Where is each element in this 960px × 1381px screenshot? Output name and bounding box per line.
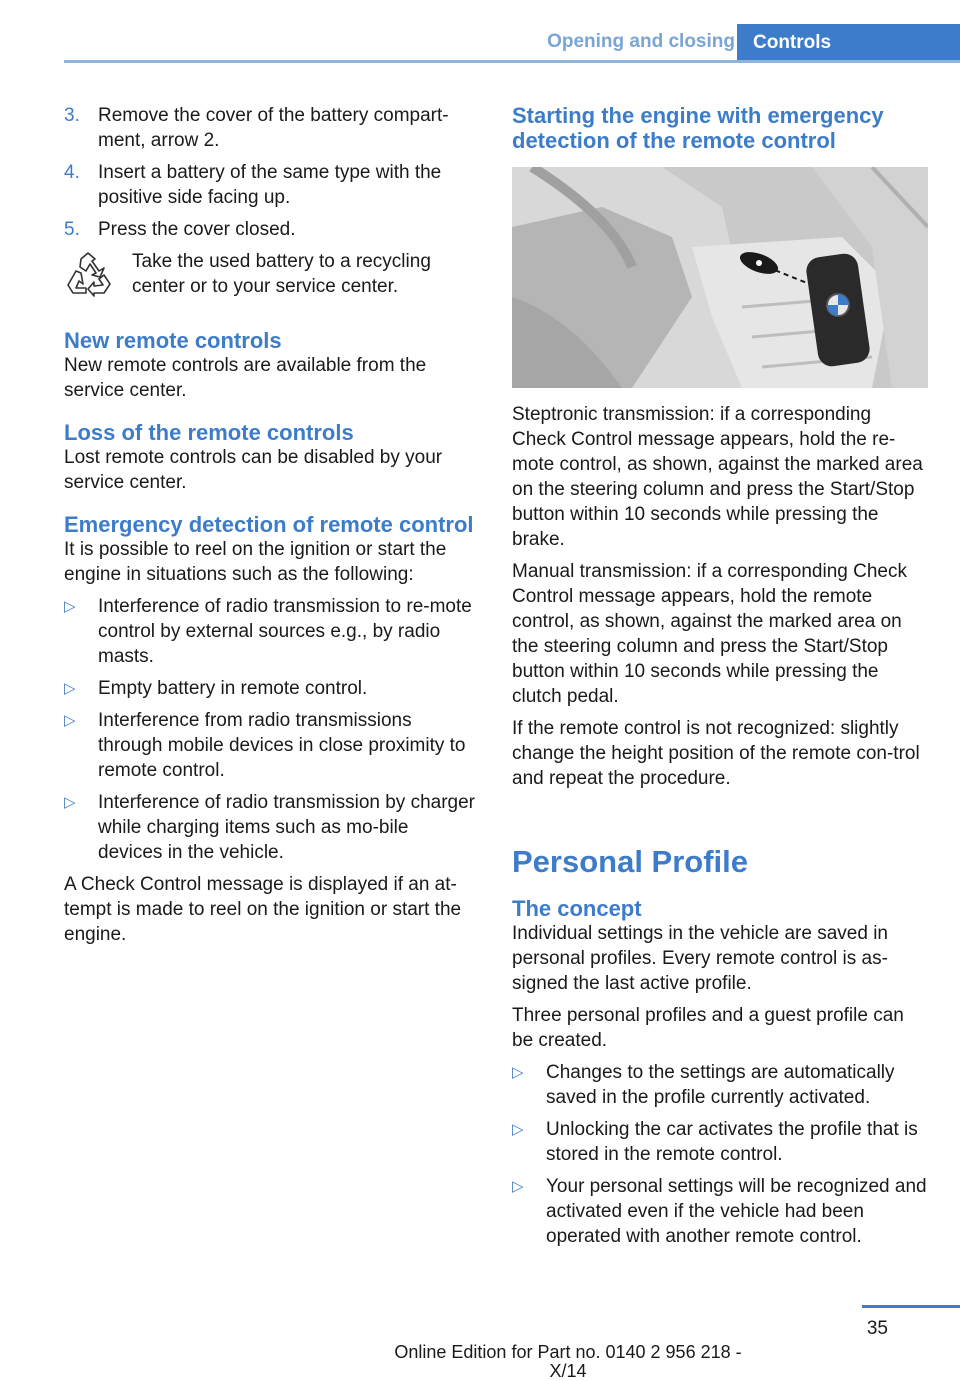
bullet-item	[64, 594, 476, 669]
bullet-triangle-icon: ▷	[64, 680, 76, 697]
bullet-text: Your personal settings will be recognized and activated even if the vehicle had been operated with another remote control.	[546, 1176, 927, 1247]
section-title-starting: Starting the engine with emergency detection of the remote control	[512, 103, 884, 153]
recycling-note-text: Take the used battery to a recycling center or to your service center.	[132, 251, 431, 297]
bullet-triangle-icon: ▷	[512, 1121, 524, 1138]
bullet-text: Empty battery in remote control.	[98, 678, 368, 699]
bullet-item	[512, 1117, 930, 1167]
paragraph: Steptronic transmission: if a corresponding Check Control message appears, hold the re‐mote control, as shown, against the marked area on the steering column and press the Start/Stop button within 10 seconds while pressing the brake.	[512, 404, 923, 550]
bullet-item	[64, 790, 476, 865]
step-text: Remove the cover of the battery compart‐ment, arrow 2.	[98, 105, 449, 151]
bullet-text: Interference from radio transmissions through mobile devices in close proximity to remote control.	[98, 710, 466, 781]
bullet-text: Interference of radio transmission to re‐mote control by external sources e.g., by radio masts.	[98, 596, 472, 667]
step-number: 4.	[64, 162, 80, 183]
paragraph: If the remote control is not recognized: slightly change the height position of the remote con‐trol and repeat the procedure.	[512, 718, 920, 789]
header-section-label: Opening and closing	[547, 31, 735, 52]
recycle-icon	[64, 249, 132, 304]
bullet-triangle-icon: ▷	[64, 794, 76, 811]
section-title-emergency: Emergency detection of remote control	[64, 512, 474, 537]
paragraph: Lost remote controls can be disabled by your service center.	[64, 447, 443, 493]
header-chapter-tab: Controls	[737, 24, 960, 63]
chapter-heading-personal-profile: Personal Profile	[512, 844, 749, 879]
page-number: 35	[866, 1318, 888, 1339]
bullet-item	[512, 1060, 930, 1110]
bullet-triangle-icon: ▷	[64, 598, 76, 615]
footer-edition: Online Edition for Part no. 0140 2 956 218 - X/14	[394, 1342, 742, 1381]
step-number: 5.	[64, 219, 80, 240]
bullet-triangle-icon: ▷	[512, 1064, 524, 1081]
section-title-new-remote: New remote controls	[64, 328, 282, 353]
footer-rule	[862, 1305, 960, 1308]
left-column	[64, 103, 476, 954]
step-item	[64, 103, 476, 153]
bullet-item	[64, 708, 476, 783]
bullet-text: Interference of radio transmission by charger while charging items such as mo‐bile devices in the vehicle.	[98, 792, 476, 863]
step-item	[64, 160, 476, 210]
section-title-loss: Loss of the remote controls	[64, 420, 354, 445]
step-item	[64, 217, 476, 242]
step-text: Insert a battery of the same type with the positive side facing up.	[98, 162, 442, 208]
paragraph: New remote controls are available from the service center.	[64, 355, 427, 401]
step-text: Press the cover closed.	[98, 219, 296, 240]
bullet-text: Changes to the settings are automatically saved in the profile currently activated.	[546, 1062, 895, 1108]
paragraph: Three personal profiles and a guest profile can be created.	[512, 1005, 904, 1051]
bullet-triangle-icon: ▷	[64, 712, 76, 729]
paragraph: Individual settings in the vehicle are saved in personal profiles. Every remote control is as‐signed the last active profile.	[512, 923, 889, 994]
recycling-note	[64, 249, 476, 304]
bullet-triangle-icon: ▷	[512, 1178, 524, 1195]
paragraph: Manual transmission: if a corresponding Check Control message appears, hold the remote control, as shown, against the marked area on the steering column and press the Start/Stop button within 10 seconds while pressing the clutch pedal.	[512, 561, 907, 707]
bullet-item	[64, 676, 476, 701]
right-column	[512, 103, 930, 1256]
step-number: 3.	[64, 105, 80, 126]
paragraph: It is possible to reel on the ignition or start the engine in situations such as the following:	[64, 539, 447, 585]
section-title-concept: The concept	[512, 896, 642, 921]
bullet-item	[512, 1174, 930, 1249]
paragraph: A Check Control message is displayed if an at‐tempt is made to reel on the ignition or start the engine.	[64, 874, 462, 945]
bullet-text: Unlocking the car activates the profile that is stored in the remote control.	[546, 1119, 918, 1165]
header-rule	[64, 60, 960, 63]
steering-column-illustration	[512, 167, 928, 388]
